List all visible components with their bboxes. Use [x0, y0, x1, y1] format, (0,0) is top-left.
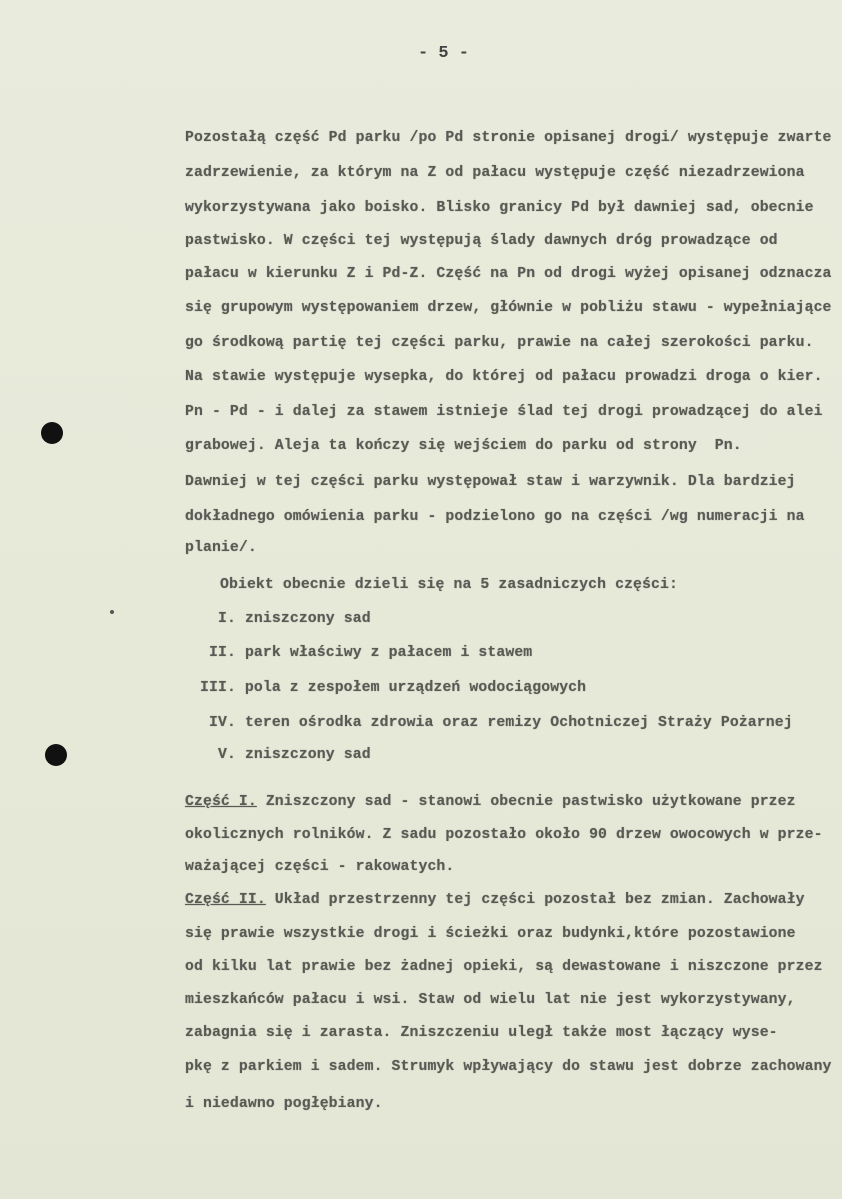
parts-intro: Obiekt obecnie dzieli się na 5 zasadniczych części: — [220, 577, 678, 593]
part-number: II. — [209, 645, 236, 661]
section-2-heading: Część II. — [185, 892, 266, 908]
text-line: zadrzewienie, za którym na Z od pałacu występuje część niezadrzewiona — [185, 165, 805, 181]
text-line: mieszkańców pałacu i wsi. Staw od wielu lat nie jest wykorzystywany, — [185, 992, 796, 1008]
section-1-heading: Część I. — [185, 794, 257, 810]
paper-speck — [110, 610, 114, 614]
part-text: zniszczony sad — [244, 747, 371, 763]
part-item — [209, 715, 793, 731]
part-item — [200, 680, 586, 696]
text-line: okolicznych rolników. Z sadu pozostało około 90 drzew owocowych w prze- — [185, 827, 823, 843]
punch-hole — [41, 422, 63, 444]
text-line: i niedawno pogłębiany. — [185, 1096, 383, 1112]
text-line: zabagnia się i zarasta. Zniszczeniu uległ także most łączący wyse- — [185, 1025, 778, 1041]
text-line: go środkową partię tej części parku, prawie na całej szerokości parku. — [185, 335, 814, 351]
text-line: dokładnego omówienia parku - podzielono go na części /wg numeracji na — [185, 509, 805, 525]
part-item — [218, 611, 371, 627]
section-2-line: Część II. Układ przestrzenny tej części pozostał bez zmian. Zachowały — [185, 892, 805, 908]
part-text: pola z zespołem urządzeń wodociągowych — [244, 680, 587, 696]
text-line: pastwisko. W części tej występują ślady dawnych dróg prowadzące od — [185, 233, 778, 249]
text-line: od kilku lat prawie bez żadnej opieki, są dewastowane i niszczone przez — [185, 959, 823, 975]
text-line: Pn - Pd - i dalej za stawem istnieje ślad tej drogi prowadzącej do alei — [185, 404, 823, 420]
part-item — [218, 747, 371, 763]
part-text: zniszczony sad — [244, 611, 371, 627]
part-number: IV. — [209, 715, 236, 731]
text-line: ważającej części - rakowatych. — [185, 859, 455, 875]
text-line: się prawie wszystkie drogi i ścieżki oraz budynki,które pozostawione — [185, 926, 796, 942]
text-line: planie/. — [185, 540, 257, 556]
part-number: III. — [200, 680, 236, 696]
punch-hole — [45, 744, 67, 766]
part-item — [209, 645, 532, 661]
page-number: - 5 - — [418, 44, 470, 63]
part-number: V. — [218, 747, 236, 763]
part-text: park właściwy z pałacem i stawem — [244, 645, 533, 661]
text-line: Na stawie występuje wysepka, do której od pałacu prowadzi droga o kier. — [185, 369, 823, 385]
text-line: pałacu w kierunku Z i Pd-Z. Część na Pn od drogi wyżej opisanej odznacza — [185, 266, 832, 282]
text-line: Pozostałą część Pd parku /po Pd stronie opisanej drogi/ występuje zwarte — [185, 130, 832, 146]
text-line: Dawniej w tej części parku występował staw i warzywnik. Dla bardziej — [185, 474, 796, 490]
part-text: teren ośrodka zdrowia oraz remizy Ochotniczej Straży Pożarnej — [244, 715, 793, 731]
text-line: pkę z parkiem i sadem. Strumyk wpływający do stawu jest dobrze zachowany — [185, 1059, 832, 1075]
text-line: grabowej. Aleja ta kończy się wejściem do parku od strony Pn. — [185, 438, 742, 454]
text-line: się grupowym występowaniem drzew, głównie w pobliżu stawu - wypełniające — [185, 300, 832, 316]
section-1-line: Część I. Zniszczony sad - stanowi obecnie pastwisko użytkowane przez — [185, 794, 796, 810]
text-line: wykorzystywana jako boisko. Blisko granicy Pd był dawniej sad, obecnie — [185, 200, 814, 216]
part-number: I. — [218, 611, 236, 627]
